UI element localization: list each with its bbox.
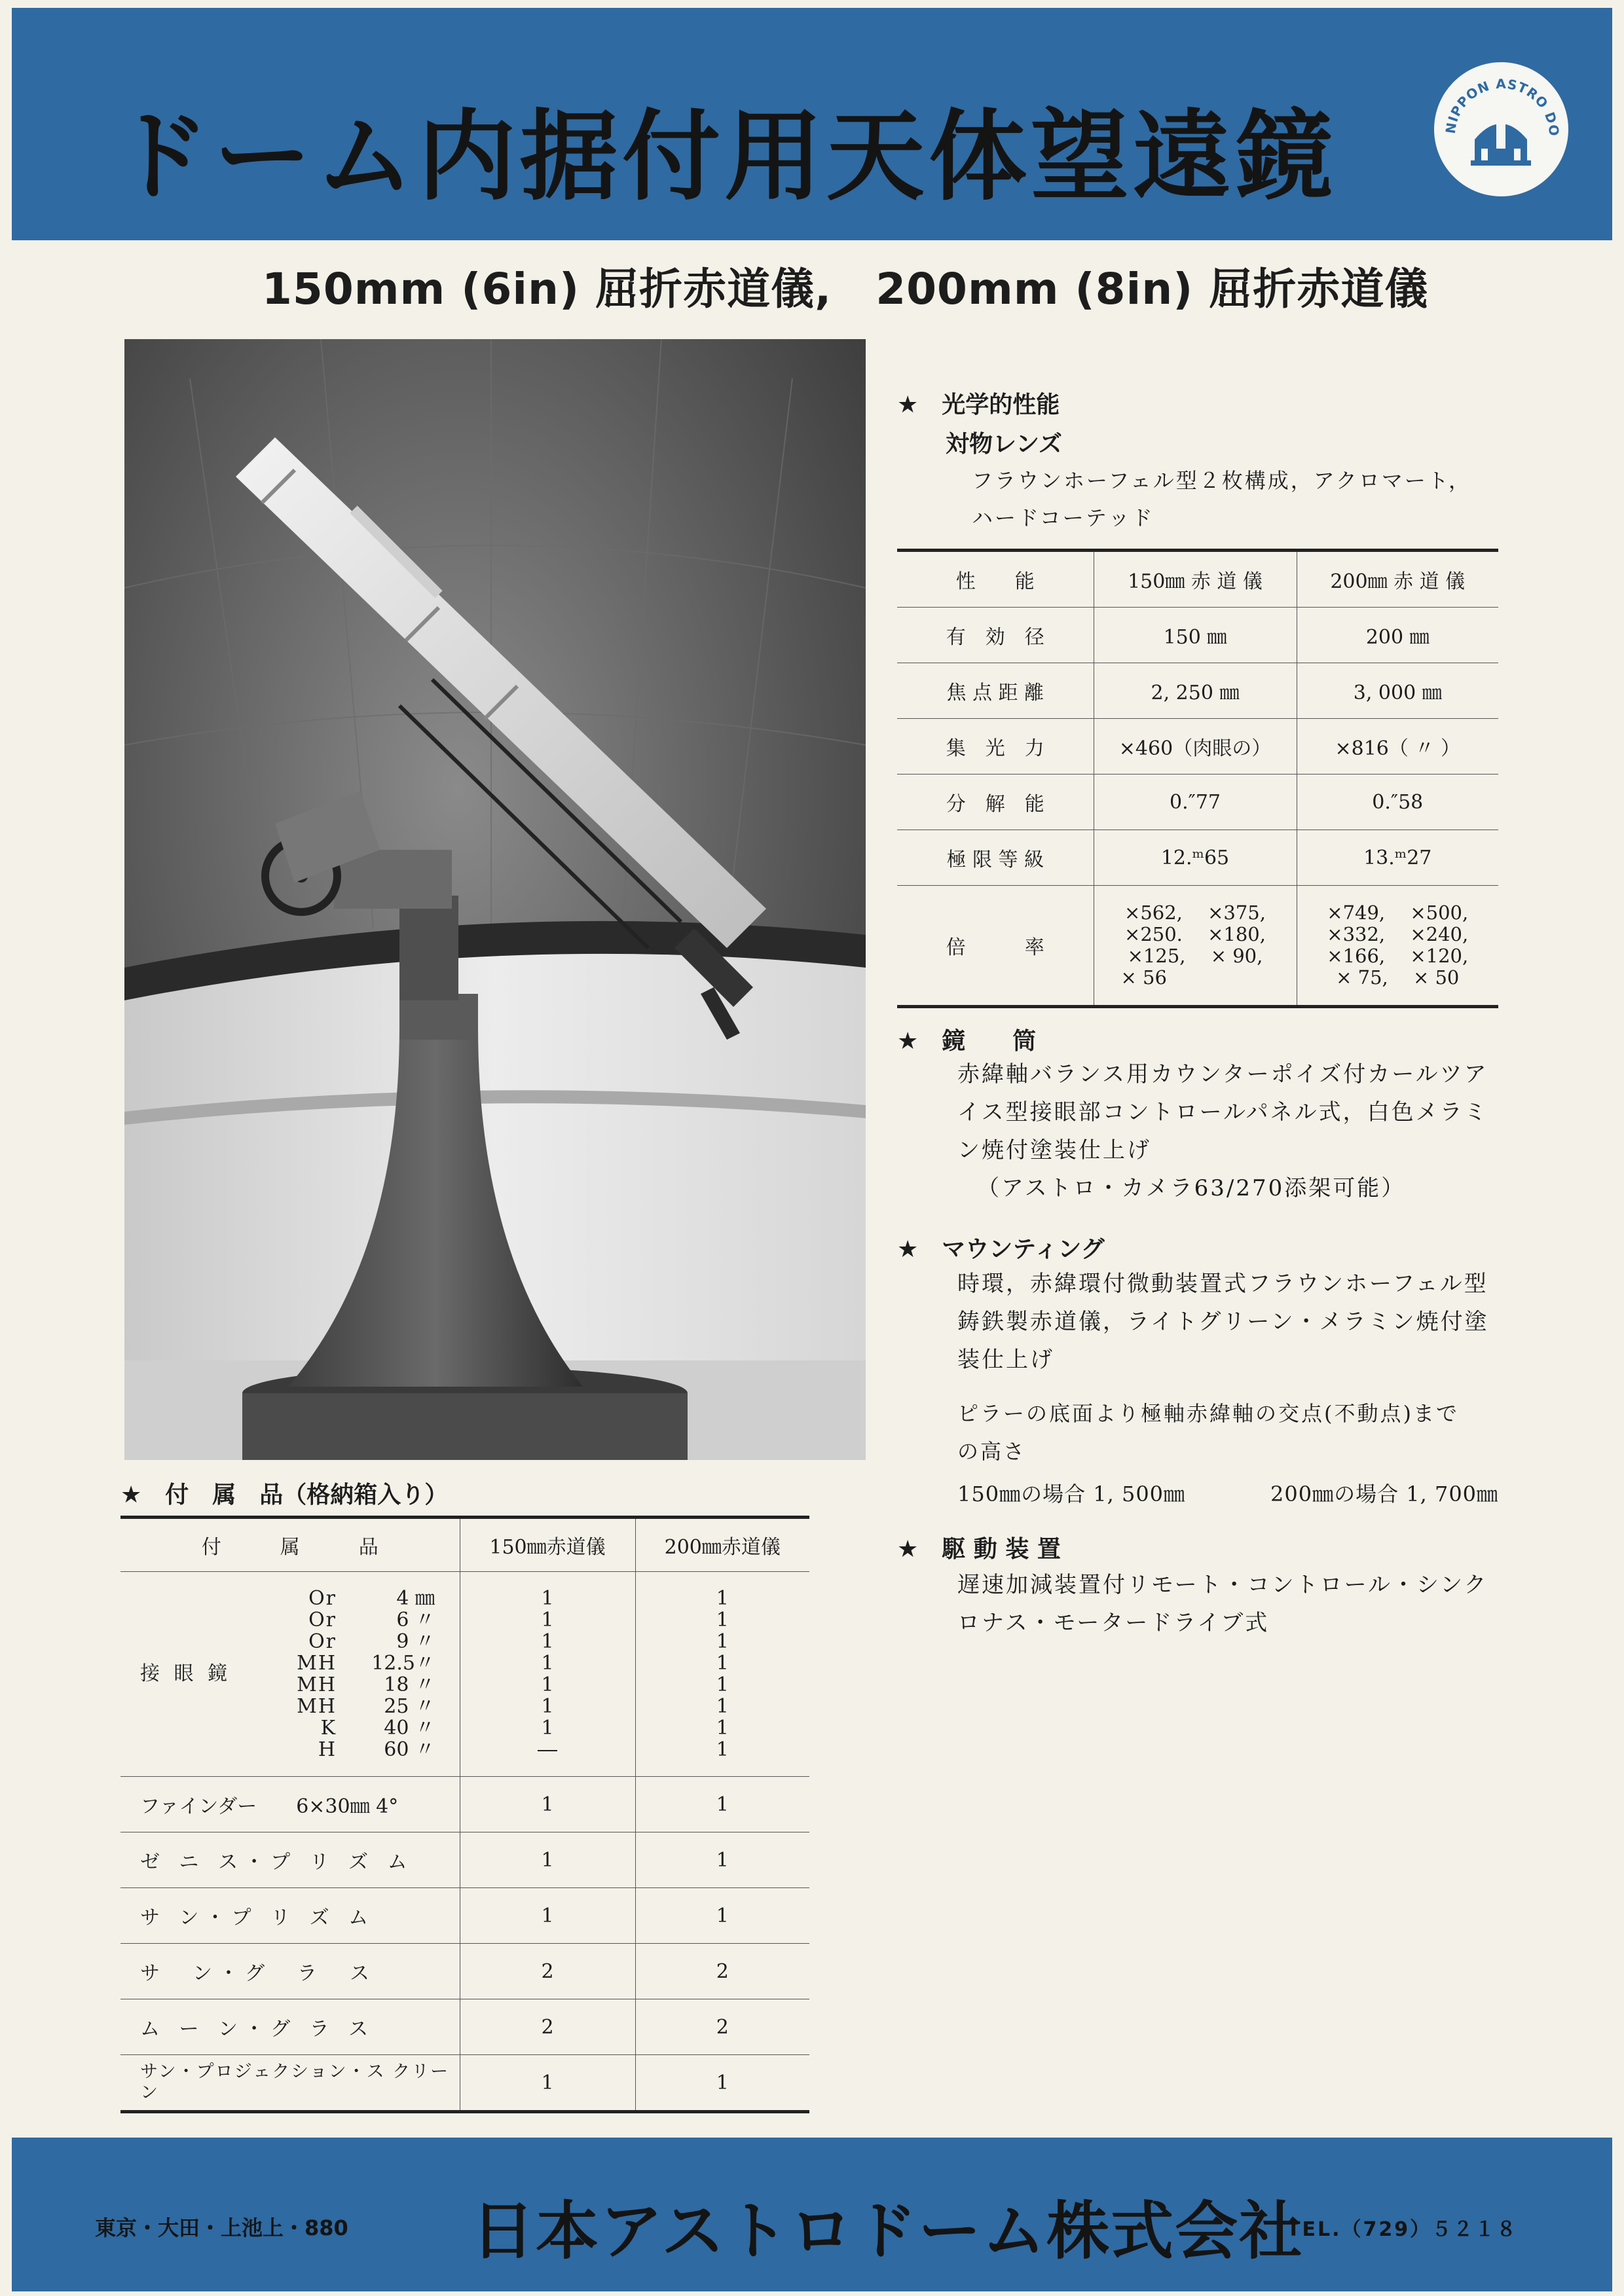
magnification-line: ×166, ×120, — [1327, 945, 1469, 967]
drive-heading: ★ 駆 動 装 置 — [897, 1536, 1061, 1563]
spec-value-200: 3, 000 ㎜ — [1297, 663, 1498, 719]
mounting-line: 時環，赤緯環付微動装置式フラウンホーフェル型 — [957, 1271, 1488, 1297]
tube-line: ン焼付塗装仕上げ — [957, 1137, 1151, 1163]
accessory-qty-200: 1 — [635, 1777, 809, 1832]
accessory-row — [120, 1832, 809, 1888]
spec-table-frame — [897, 549, 1498, 1008]
spec-header-row — [897, 552, 1498, 608]
spec-row — [897, 663, 1498, 719]
accessory-qty-150: 1 — [460, 1888, 635, 1944]
accessory-label: サ ン・グ ラ ス — [120, 1944, 460, 1999]
spec-value-150: 12.ᵐ65 — [1094, 830, 1297, 886]
qty: 1 — [716, 1695, 729, 1718]
qty: 1 — [716, 1717, 729, 1740]
spec-row-magnification — [897, 886, 1498, 1006]
optics-heading: ★ 光学的性能 — [897, 392, 1060, 418]
eyepiece-label: 接 眼 鏡 — [140, 1662, 232, 1685]
magnification-line: × 56 — [1120, 966, 1167, 989]
spec-value-200: ×816（ 〃 ） — [1297, 719, 1498, 774]
eyepiece-focal: 40 〃 — [384, 1717, 435, 1740]
company-phone: TEL.（729）５２１８ — [1287, 2218, 1519, 2241]
accessory-qty-200: 1 — [635, 1832, 809, 1888]
eyepiece-type: MH — [297, 1652, 337, 1675]
eyepiece-focal: 25 〃 — [384, 1695, 435, 1718]
mounting-line: 装仕上げ — [957, 1347, 1054, 1373]
spec-value-200: 0.″58 — [1297, 774, 1498, 830]
lens-heading: 対物レンズ — [946, 431, 1063, 458]
qty: ― — [538, 1738, 557, 1761]
spec-label: 集 光 力 — [897, 719, 1094, 774]
pillar-line: ピラーの底面より極軸赤緯軸の交点(不動点)まで — [957, 1401, 1459, 1426]
qty: 1 — [716, 1609, 729, 1631]
magnification-line: ×332, ×240, — [1327, 923, 1469, 945]
accessory-qty-150: 2 — [460, 1944, 635, 1999]
accessories-header-150: 150㎜赤道儀 — [460, 1519, 635, 1572]
eyepiece-qty-150 — [460, 1572, 635, 1777]
spec-value-200: 13.ᵐ27 — [1297, 830, 1498, 886]
page-title: ドーム内据付用天体望遠鏡 — [111, 100, 1338, 214]
lens-description-line-1: フラウンホーフェル型２枚構成，アクロマート， — [972, 468, 1471, 493]
spec-value-150: 0.″77 — [1094, 774, 1297, 830]
eyepiece-focal: 4 ㎜ — [396, 1587, 435, 1610]
spec-label: 倍 率 — [897, 886, 1094, 1006]
accessories-heading: ★ 付 属 品（格納箱入り） — [120, 1482, 449, 1508]
spec-row — [897, 774, 1498, 830]
accessory-qty-150: 2 — [460, 1999, 635, 2055]
qty: 1 — [541, 1717, 554, 1740]
lens-description-line-2: ハードコーテッド — [972, 505, 1154, 530]
magnification-200 — [1297, 886, 1498, 1006]
accessory-label: サン・プロジェクション・ス クリーン — [120, 2055, 460, 2111]
accessories-table — [120, 1519, 809, 2110]
accessory-qty-200: 2 — [635, 1944, 809, 1999]
accessory-qty-150: 1 — [460, 1777, 635, 1832]
qty: 1 — [541, 1630, 554, 1653]
accessory-label: ファインダー 6×30㎜ 4° — [120, 1777, 460, 1832]
spec-label: 焦 点 距 離 — [897, 663, 1094, 719]
eyepiece-type: MH — [297, 1695, 337, 1718]
mounting-line: 鋳鉄製赤道儀，ライトグリーン・メラミン焼付塗 — [957, 1309, 1489, 1335]
drive-description — [957, 1566, 1488, 1642]
subtitle: 150mm (6in) 屈折赤道儀, 200mm (8in) 屈折赤道儀 — [262, 264, 1429, 314]
magnification-line: ×562, ×375, — [1124, 902, 1266, 924]
accessory-row — [120, 1944, 809, 1999]
magnification-line: × 75, × 50 — [1336, 966, 1460, 989]
tube-heading: ★ 鏡 筒 — [897, 1028, 1037, 1055]
eyepiece-focal: 9 〃 — [396, 1630, 435, 1653]
qty: 1 — [541, 1652, 554, 1675]
magnification-line: ×749, ×500, — [1327, 902, 1469, 924]
eyepiece-focal: 18 〃 — [384, 1673, 435, 1696]
company-name: 日本アストロドーム株式会社 — [471, 2195, 1304, 2268]
qty: 1 — [541, 1695, 554, 1718]
accessory-qty-200: 1 — [635, 2055, 809, 2111]
eyepiece-cell — [120, 1572, 460, 1777]
spec-value-200: 200 ㎜ — [1297, 608, 1498, 663]
qty: 1 — [716, 1673, 729, 1696]
accessory-row — [120, 1999, 809, 2055]
accessory-row — [120, 2055, 809, 2111]
spec-header-200: 200㎜ 赤 道 儀 — [1297, 552, 1498, 608]
qty: 1 — [716, 1652, 729, 1675]
eyepiece-focal: 6 〃 — [396, 1609, 435, 1631]
drive-line: ロナス・モータードライブ式 — [957, 1610, 1270, 1636]
tube-note: （アストロ・カメラ63/270添架可能） — [977, 1175, 1406, 1201]
accessories-header-item: 付 属 品 — [201, 1536, 378, 1559]
spec-label: 極 限 等 級 — [897, 830, 1094, 886]
spec-row — [897, 830, 1498, 886]
accessories-header-200: 200㎜赤道儀 — [635, 1519, 809, 1572]
accessory-row — [120, 1888, 809, 1944]
spec-header-150: 150㎜ 赤 道 儀 — [1094, 552, 1297, 608]
accessory-label: ゼ ニ ス・プ リ ズ ム — [120, 1832, 460, 1888]
eyepiece-row — [120, 1572, 809, 1777]
eyepiece-type: MH — [297, 1673, 337, 1696]
spec-header-label: 性 能 — [955, 570, 1035, 593]
spec-label: 有 効 径 — [897, 608, 1094, 663]
height-200: 200㎜の場合 1, 700㎜ — [1270, 1482, 1499, 1506]
pillar-line: の高さ — [957, 1439, 1027, 1464]
accessories-table-frame — [120, 1516, 809, 2113]
qty: 1 — [716, 1587, 729, 1610]
tube-description — [957, 1055, 1488, 1207]
spec-value-150: ×460（肉眼の） — [1094, 719, 1297, 774]
magnification-150 — [1094, 886, 1297, 1006]
eyepiece-focal: 12.5〃 — [371, 1652, 435, 1675]
qty: 1 — [541, 1673, 554, 1696]
qty: 1 — [716, 1738, 729, 1761]
magnification-line: ×125, × 90, — [1127, 945, 1263, 967]
mounting-description — [957, 1265, 1489, 1379]
eyepiece-type: Or — [308, 1587, 337, 1610]
eyepiece-type: K — [320, 1717, 337, 1740]
qty: 1 — [541, 1609, 554, 1631]
observatory-dome-icon — [1471, 122, 1531, 166]
spec-value-150: 150 ㎜ — [1094, 608, 1297, 663]
tube-line: イス型接眼部コントロールパネル式，白色メラミ — [957, 1099, 1488, 1125]
accessory-qty-150: 1 — [460, 1832, 635, 1888]
eyepiece-qty-200 — [635, 1572, 809, 1777]
magnification-line: ×250. ×180, — [1124, 923, 1266, 945]
drive-line: 遅速加減装置付リモート・コントロール・シンク — [957, 1572, 1488, 1598]
spec-label: 分 解 能 — [897, 774, 1094, 830]
mounting-heading: ★ マウンティング — [897, 1236, 1105, 1263]
accessory-qty-200: 2 — [635, 1999, 809, 2055]
spec-table — [897, 552, 1498, 1005]
telescope-photo — [124, 339, 866, 1460]
accessory-label: ム ー ン・グ ラ ス — [120, 1999, 460, 2055]
spec-row — [897, 719, 1498, 774]
eyepiece-type: H — [318, 1738, 337, 1761]
accessories-header-row — [120, 1519, 809, 1572]
eyepiece-focal: 60 〃 — [384, 1738, 435, 1761]
tube-line: 赤緯軸バランス用カウンターポイズ付カールツア — [957, 1061, 1488, 1087]
company-address: 東京・大田・上池上・880 — [95, 2215, 348, 2240]
company-logo — [1434, 62, 1568, 196]
accessory-label: サ ン・プ リ ズ ム — [120, 1888, 460, 1944]
height-150: 150㎜の場合 1, 500㎜ — [957, 1482, 1186, 1506]
eyepiece-type: Or — [308, 1630, 337, 1653]
qty: 1 — [541, 1587, 554, 1610]
accessory-row — [120, 1777, 809, 1832]
eyepiece-types — [278, 1588, 337, 1760]
pillar-description — [957, 1394, 1459, 1470]
eyepiece-type: Or — [308, 1609, 337, 1631]
accessory-qty-150: 1 — [460, 2055, 635, 2111]
qty: 1 — [716, 1630, 729, 1653]
svg-text:NIPPON ASTRO DOME: NIPPON ASTRO DO — [1442, 75, 1562, 137]
eyepiece-focals — [337, 1588, 435, 1760]
spec-value-150: 2, 250 ㎜ — [1094, 663, 1297, 719]
accessory-qty-200: 1 — [635, 1888, 809, 1944]
spec-row — [897, 608, 1498, 663]
